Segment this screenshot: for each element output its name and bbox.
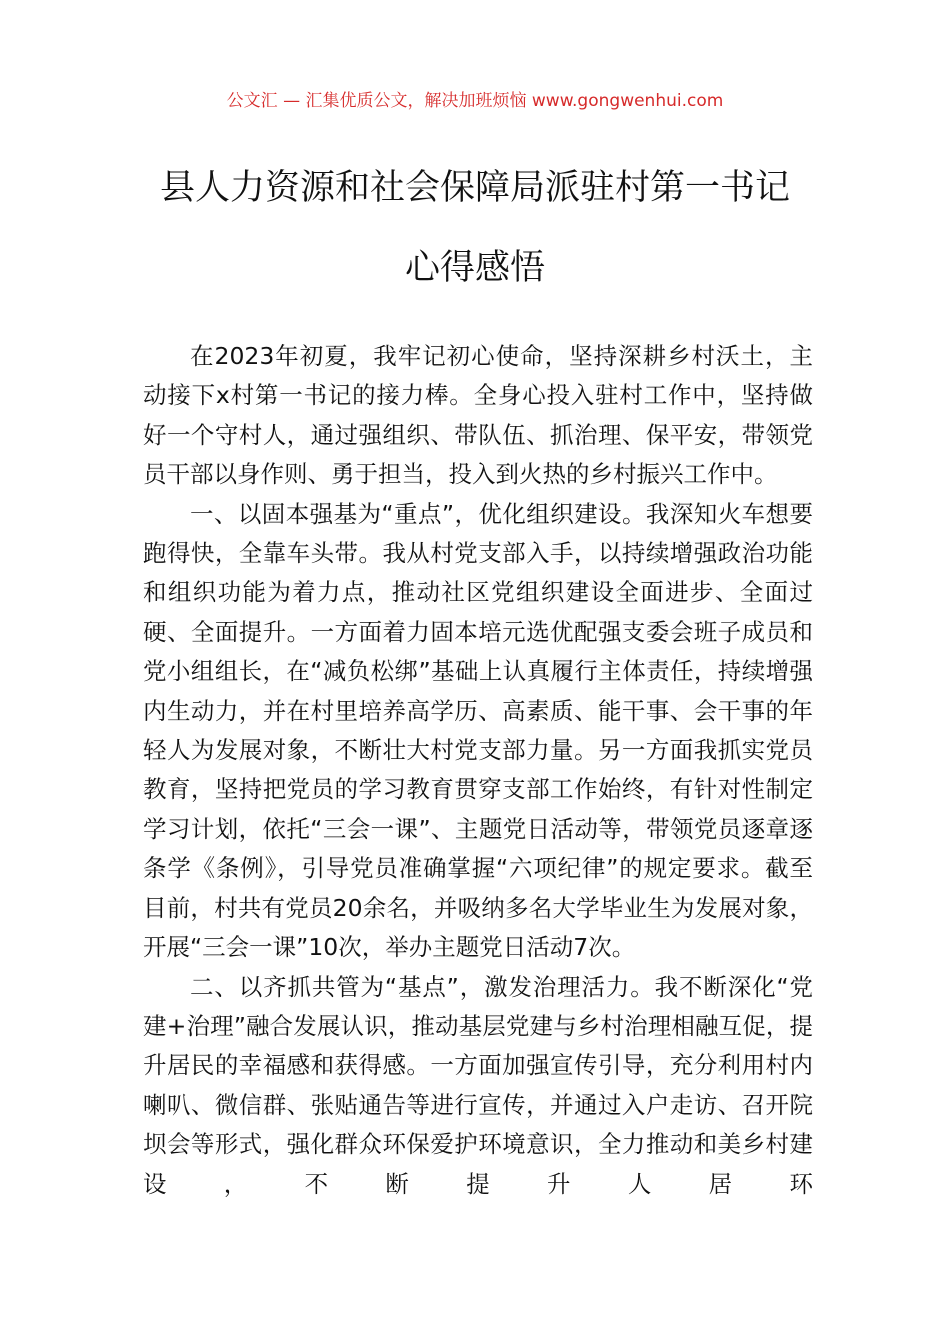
title-line-1: 县人力资源和社会保障局派驻村第一书记 <box>159 168 790 208</box>
document-body <box>143 337 813 1204</box>
document-title <box>80 148 870 308</box>
paragraph-section-1: 一、以固本强基为“重点”，优化组织建设。我深知火车想要跑得快，全靠车头带。我从村党支部入手，以持续增强政治功能和组织功能为着力点，推动社区党组织建设全面进步、全面过硬、全面提升。一方面着力固本培元选优配强支委会班子成员和党小组组长，在“减负松绑”基础上认真履行主体责任，持续增强内生动力，并在村里培养高学历、高素质、能干事、会干事的年轻人为发展对象，不断壮大村党支部力量。另一方面我抓实党员教育，坚持把党员的学习教育贯穿支部工作始终，有针对性制定学习计划，依托“三会一课”、主题党日活动等，带领党员逐章逐条学《条例》，引导党员准确掌握“六项纪律”的规定要求。截至目前，村共有党员20余名，并吸纳多名大学毕业生为发展对象，开展“三会一课”10次，举办主题党日活动7次。 <box>143 499 813 962</box>
paragraph-section-2: 二、以齐抓共管为“基点”，激发治理活力。我不断深化“党建+治理”融合发展认识，推动基层党建与乡村治理相融互促，提升居民的幸福感和获得感。一方面加强宣传引导，充分利用村内喇叭、微信群、张贴通告等进行宣传，并通过入户走访、召开院坝会等形式，强化群众环保爱护环境意识，全力推动和美乡村建设，不断提升人居环 <box>143 972 813 1198</box>
title-line-2: 心得感悟 <box>404 248 545 288</box>
site-banner: 公文汇 — 汇集优质公文，解决加班烦恼 www.gongwenhui.com <box>226 91 724 111</box>
paragraph-intro: 在2023年初夏，我牢记初心使命，坚持深耕乡村沃土，主动接下x村第一书记的接力棒。全身心投入驻村工作中，坚持做好一个守村人，通过强组织、带队伍、抓治理、保平安，带领党员干部以身作则、勇于担当，投入到火热的乡村振兴工作中。 <box>143 342 813 489</box>
